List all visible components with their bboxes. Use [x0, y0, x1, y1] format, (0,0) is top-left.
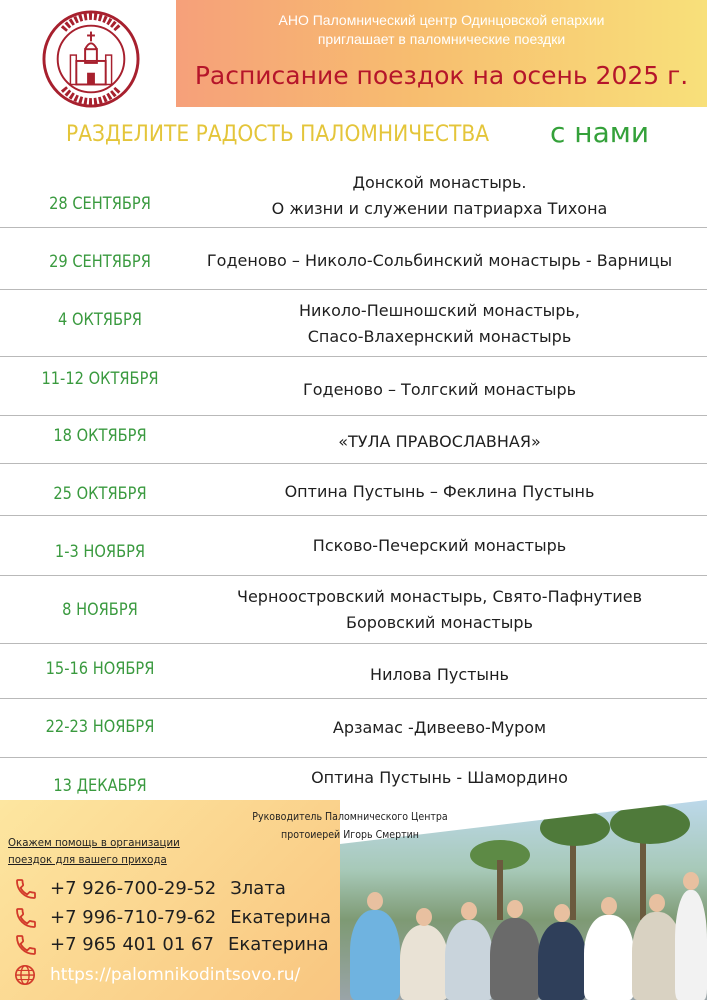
phone-icon — [14, 906, 38, 930]
trip-date: 28 СЕНТЯБРЯ — [49, 194, 151, 214]
trip-date: 11-12 ОКТЯБРЯ — [41, 369, 159, 389]
phone-icon — [14, 877, 38, 901]
schedule-row — [0, 228, 707, 290]
contact-phone: +7 926-700-29-52 — [50, 878, 217, 899]
trip-destination: «ТУЛА ПРАВОСЛАВНАЯ» — [338, 432, 541, 451]
trip-destination: Годеново – Николо-Сольбинский монастырь - Варницы — [206, 251, 673, 270]
contact-name: Злата — [230, 878, 286, 899]
phone-icon — [14, 933, 38, 957]
contact-phone: +7 965 401 01 67 — [50, 934, 214, 955]
contact-name: Екатерина — [227, 934, 329, 955]
trip-destination: Псково-Печерский монастырь — [312, 536, 567, 555]
trip-destination: Нилова Пустынь — [370, 665, 509, 684]
schedule-row — [0, 699, 707, 758]
slogan-main: РАЗДЕЛИТЕ РАДОСТЬ ПАЛОМНИЧЕСТВА — [66, 122, 490, 147]
trip-destination: Оптина Пустынь - Шамордино — [311, 768, 568, 787]
schedule-row — [0, 357, 707, 416]
church-seal-icon — [42, 10, 140, 108]
trip-date: 29 СЕНТЯБРЯ — [49, 252, 151, 272]
schedule-row — [0, 516, 707, 576]
schedule-row — [0, 576, 707, 644]
trip-date: 8 НОЯБРЯ — [62, 600, 138, 620]
help-note: Окажем помощь в организации поездок для вашего прихода — [8, 836, 180, 866]
trip-destination: Годеново – Толгский монастырь — [302, 380, 577, 399]
schedule-row — [0, 416, 707, 464]
trip-date: 22-23 НОЯБРЯ — [45, 717, 155, 737]
trip-date: 15-16 НОЯБРЯ — [45, 659, 155, 679]
trip-date: 13 ДЕКАБРЯ — [53, 776, 147, 796]
trip-destination: Черноостровский монастырь, Свято-Пафнутиев Боровский монастырь — [236, 587, 643, 632]
slogan-accent: с нами — [550, 116, 650, 149]
trip-date: 25 ОКТЯБРЯ — [53, 484, 147, 504]
org-name: АНО Паломнический центр Одинцовской епархии — [278, 12, 605, 28]
trip-destination: Оптина Пустынь – Феклина Пустынь — [284, 482, 595, 501]
schedule-row — [0, 464, 707, 516]
page-title: Расписание поездок на осень 2025 г. — [194, 61, 689, 90]
leader-info: Руководитель Паломнического Центра протоиерей Игорь Смертин — [252, 811, 448, 841]
website-link[interactable]: https://palomnikodintsovo.ru/ — [50, 965, 301, 985]
contact-name: Екатерина — [230, 907, 332, 928]
schedule-row — [0, 758, 707, 798]
schedule-row — [0, 644, 707, 699]
schedule-row — [0, 290, 707, 357]
trip-destination: Арзамас -Дивеево-Муром — [332, 718, 547, 737]
trip-date: 18 ОКТЯБРЯ — [53, 426, 147, 446]
trip-date: 1-3 НОЯБРЯ — [54, 542, 146, 562]
trip-date: 4 ОКТЯБРЯ — [58, 310, 142, 330]
globe-icon — [14, 964, 36, 986]
schedule-row — [0, 168, 707, 228]
contact-phone: +7 996-710-79-62 — [50, 907, 217, 928]
trip-destination: Николо-Пешношский монастырь, Спасо-Влахернский монастырь — [299, 301, 580, 346]
org-invitation: приглашает в паломнические поездки — [317, 31, 566, 47]
trip-destination: Донской монастырь. О жизни и служении патриарха Тихона — [271, 173, 608, 218]
